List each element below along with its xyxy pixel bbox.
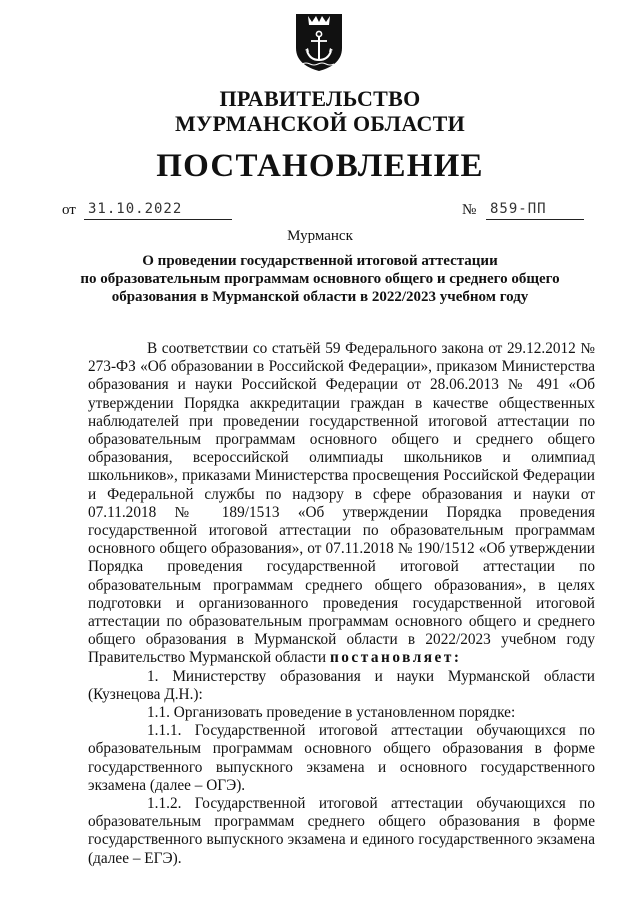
resolves-keyword: постановляет: xyxy=(329,649,462,667)
government-name-line2: МУРМАНСКОЙ ОБЛАСТИ xyxy=(174,111,466,136)
number-sign: № xyxy=(462,202,477,218)
title-line: О проведении государственной итоговой аттестации xyxy=(142,253,498,269)
city-name: Мурманск xyxy=(287,228,353,244)
government-name-line1: ПРАВИТЕЛЬСТВО xyxy=(219,86,421,111)
date-prefix: от xyxy=(62,202,76,218)
preamble-paragraph xyxy=(88,340,595,668)
title-line: образования в Мурманской области в 2022/2023 учебном году xyxy=(111,289,529,305)
decree-number: 859-ПП xyxy=(486,201,584,220)
document-type-heading: ПОСТАНОВЛЕНИЕ xyxy=(156,148,484,184)
decree-body xyxy=(88,340,595,868)
item-1-1-2: 1.1.2. Государственной итоговой аттестации обучающихся по образовательным программам среднего общего образования в форме государственного выпускного экзамена и единого государственного экзамена (далее – ЕГЭ). xyxy=(88,795,595,867)
item-1-1-1: 1.1.1. Государственной итоговой аттестации обучающихся по образовательным программам основного общего образования в форме государственного выпускного экзамена и основного государственного экзамена (далее – ОГЭ). xyxy=(88,722,595,794)
item-1-1: 1.1. Организовать проведение в установленном порядке: xyxy=(147,704,516,722)
item-1: 1. Министерству образования и науки Мурманской области (Кузнецова Д.Н.): xyxy=(88,667,595,703)
coat-of-arms-emblem xyxy=(294,12,344,72)
title-line: по образовательным программам основного общего и среднего общего xyxy=(80,271,560,287)
decree-date: 31.10.2022 xyxy=(84,201,232,220)
preamble-text: В соответствии со статьёй 59 Федерального закона от 29.12.2012 № 273-ФЗ «Об образовании в Российской Федерации», приказом Министерства образования и науки Российской Федерации от 28.06.2013 № 491 «Об утверждении Порядка аккредитации граждан в качестве общественных наблюдателей при проведении государственной итоговой аттестации по образовательным программам основного общего и среднего общего образования, всероссийской олимпиады школьников и олимпиад школьников», приказами Министерства просвещения Российской Федерации и Федеральной службы по надзору в сфере образования и науки от 07.11.2018 № 189/1513 «Об утверждении Порядка проведения государственной итоговой аттестации по образовательным программам основного общего образования», от 07.11.2018 № 190/1512 «Об утверждении Порядка проведения государственной итоговой аттестации по образовательным программам среднего общего образования», в целях подготовки и организованного проведения государственной итоговой аттестации по образовательным программам основного общего и среднего общего образования в Мурманской области в 2022/2023 учебном году Правительство Мурманской области xyxy=(88,340,595,667)
decree-title xyxy=(80,252,560,306)
date-number-row xyxy=(62,201,582,223)
